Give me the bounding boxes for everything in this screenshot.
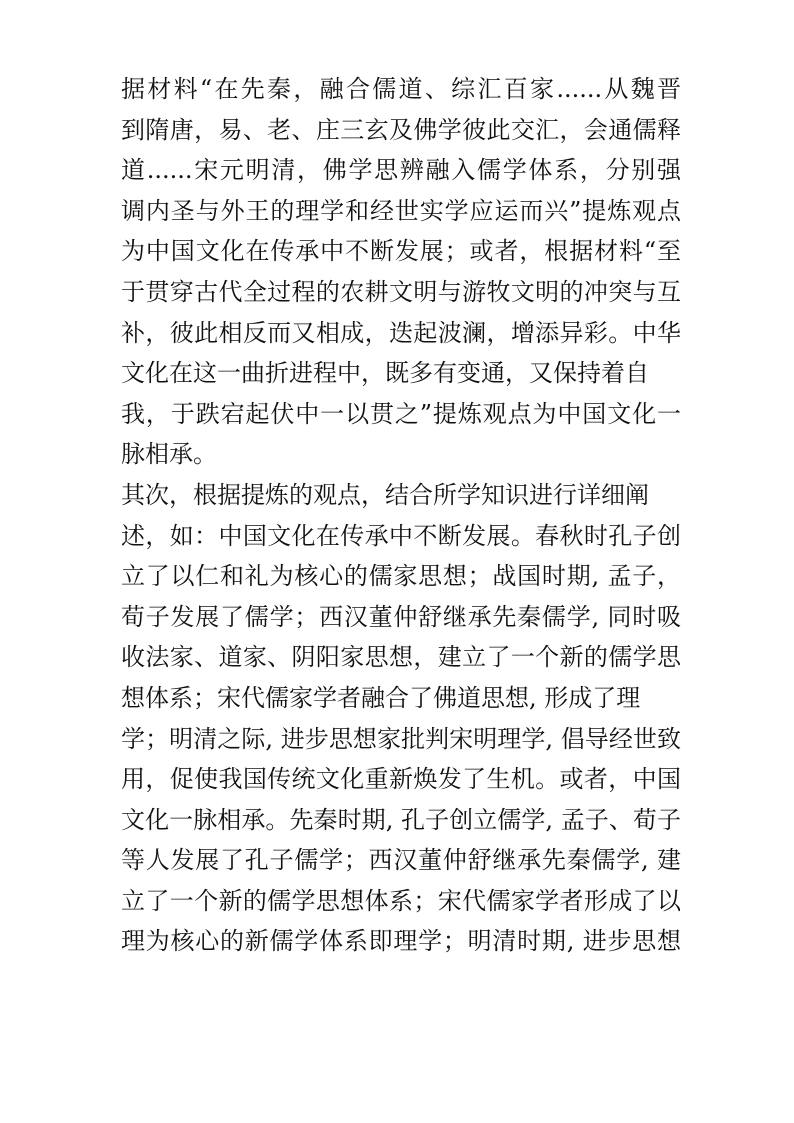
text-line: 于贯穿古代全过程的农耕文明与游牧文明的冲突与互 — [121, 277, 681, 306]
text-line: 立了一个新的儒学思想体系；宋代儒家学者形成了以 — [121, 886, 681, 915]
text-line: 文化在这一曲折进程中，既多有变通，又保持着自 — [121, 359, 649, 388]
text-line: 立了以仁和礼为核心的儒家思想；战国时期, 孟子， — [121, 562, 681, 591]
text-line: 道......宋元明清，佛学思辨融入儒学体系，分别强 — [121, 156, 681, 185]
text-line: 为中国文化在传承中不断发展；或者，根据材料“至 — [121, 237, 681, 266]
text-line: 据材料“在先秦，融合儒道、综汇百家......从魏晋 — [121, 75, 681, 103]
text-line: 想体系；宋代儒家学者融合了佛道思想, 形成了理 — [121, 683, 641, 712]
text-line: 其次，根据提炼的观点，结合所学知识进行详细阐 — [121, 480, 649, 509]
text-line: 用，促使我国传统文化重新焕发了生机。或者，中国 — [121, 765, 681, 794]
text-line: 调内圣与外王的理学和经世实学应运而兴”提炼观点 — [121, 196, 681, 225]
text-line: 述，如：中国文化在传承中不断发展。春秋时孔子创 — [121, 521, 681, 550]
text-line: 脉相承。 — [121, 440, 217, 469]
text-line: 等人发展了孔子儒学；西汉董仲舒继承先秦儒学, 建 — [121, 846, 681, 875]
text-line: 补，彼此相反而又相成，迭起波澜，增添异彩。中华 — [121, 318, 681, 347]
text-line: 收法家、道家、阴阳家思想，建立了一个新的儒学思 — [121, 643, 681, 672]
text-line: 到隋唐，易、老、庄三玄及佛学彼此交汇，会通儒释 — [121, 115, 681, 144]
text-line: 我，于跌宕起伏中一以贯之”提炼观点为中国文化一 — [121, 399, 681, 428]
text-line: 文化一脉相承。先秦时期, 孔子创立儒学, 孟子、荀子 — [121, 805, 681, 834]
text-line: 荀子发展了儒学；西汉董仲舒继承先秦儒学, 同时吸 — [121, 602, 681, 631]
text-line: 学；明清之际, 进步思想家批判宋明理学, 倡导经世致 — [121, 724, 681, 753]
text-line: 理为核心的新儒学体系即理学；明清时期, 进步思想 — [121, 927, 681, 956]
body-text — [121, 69, 681, 962]
